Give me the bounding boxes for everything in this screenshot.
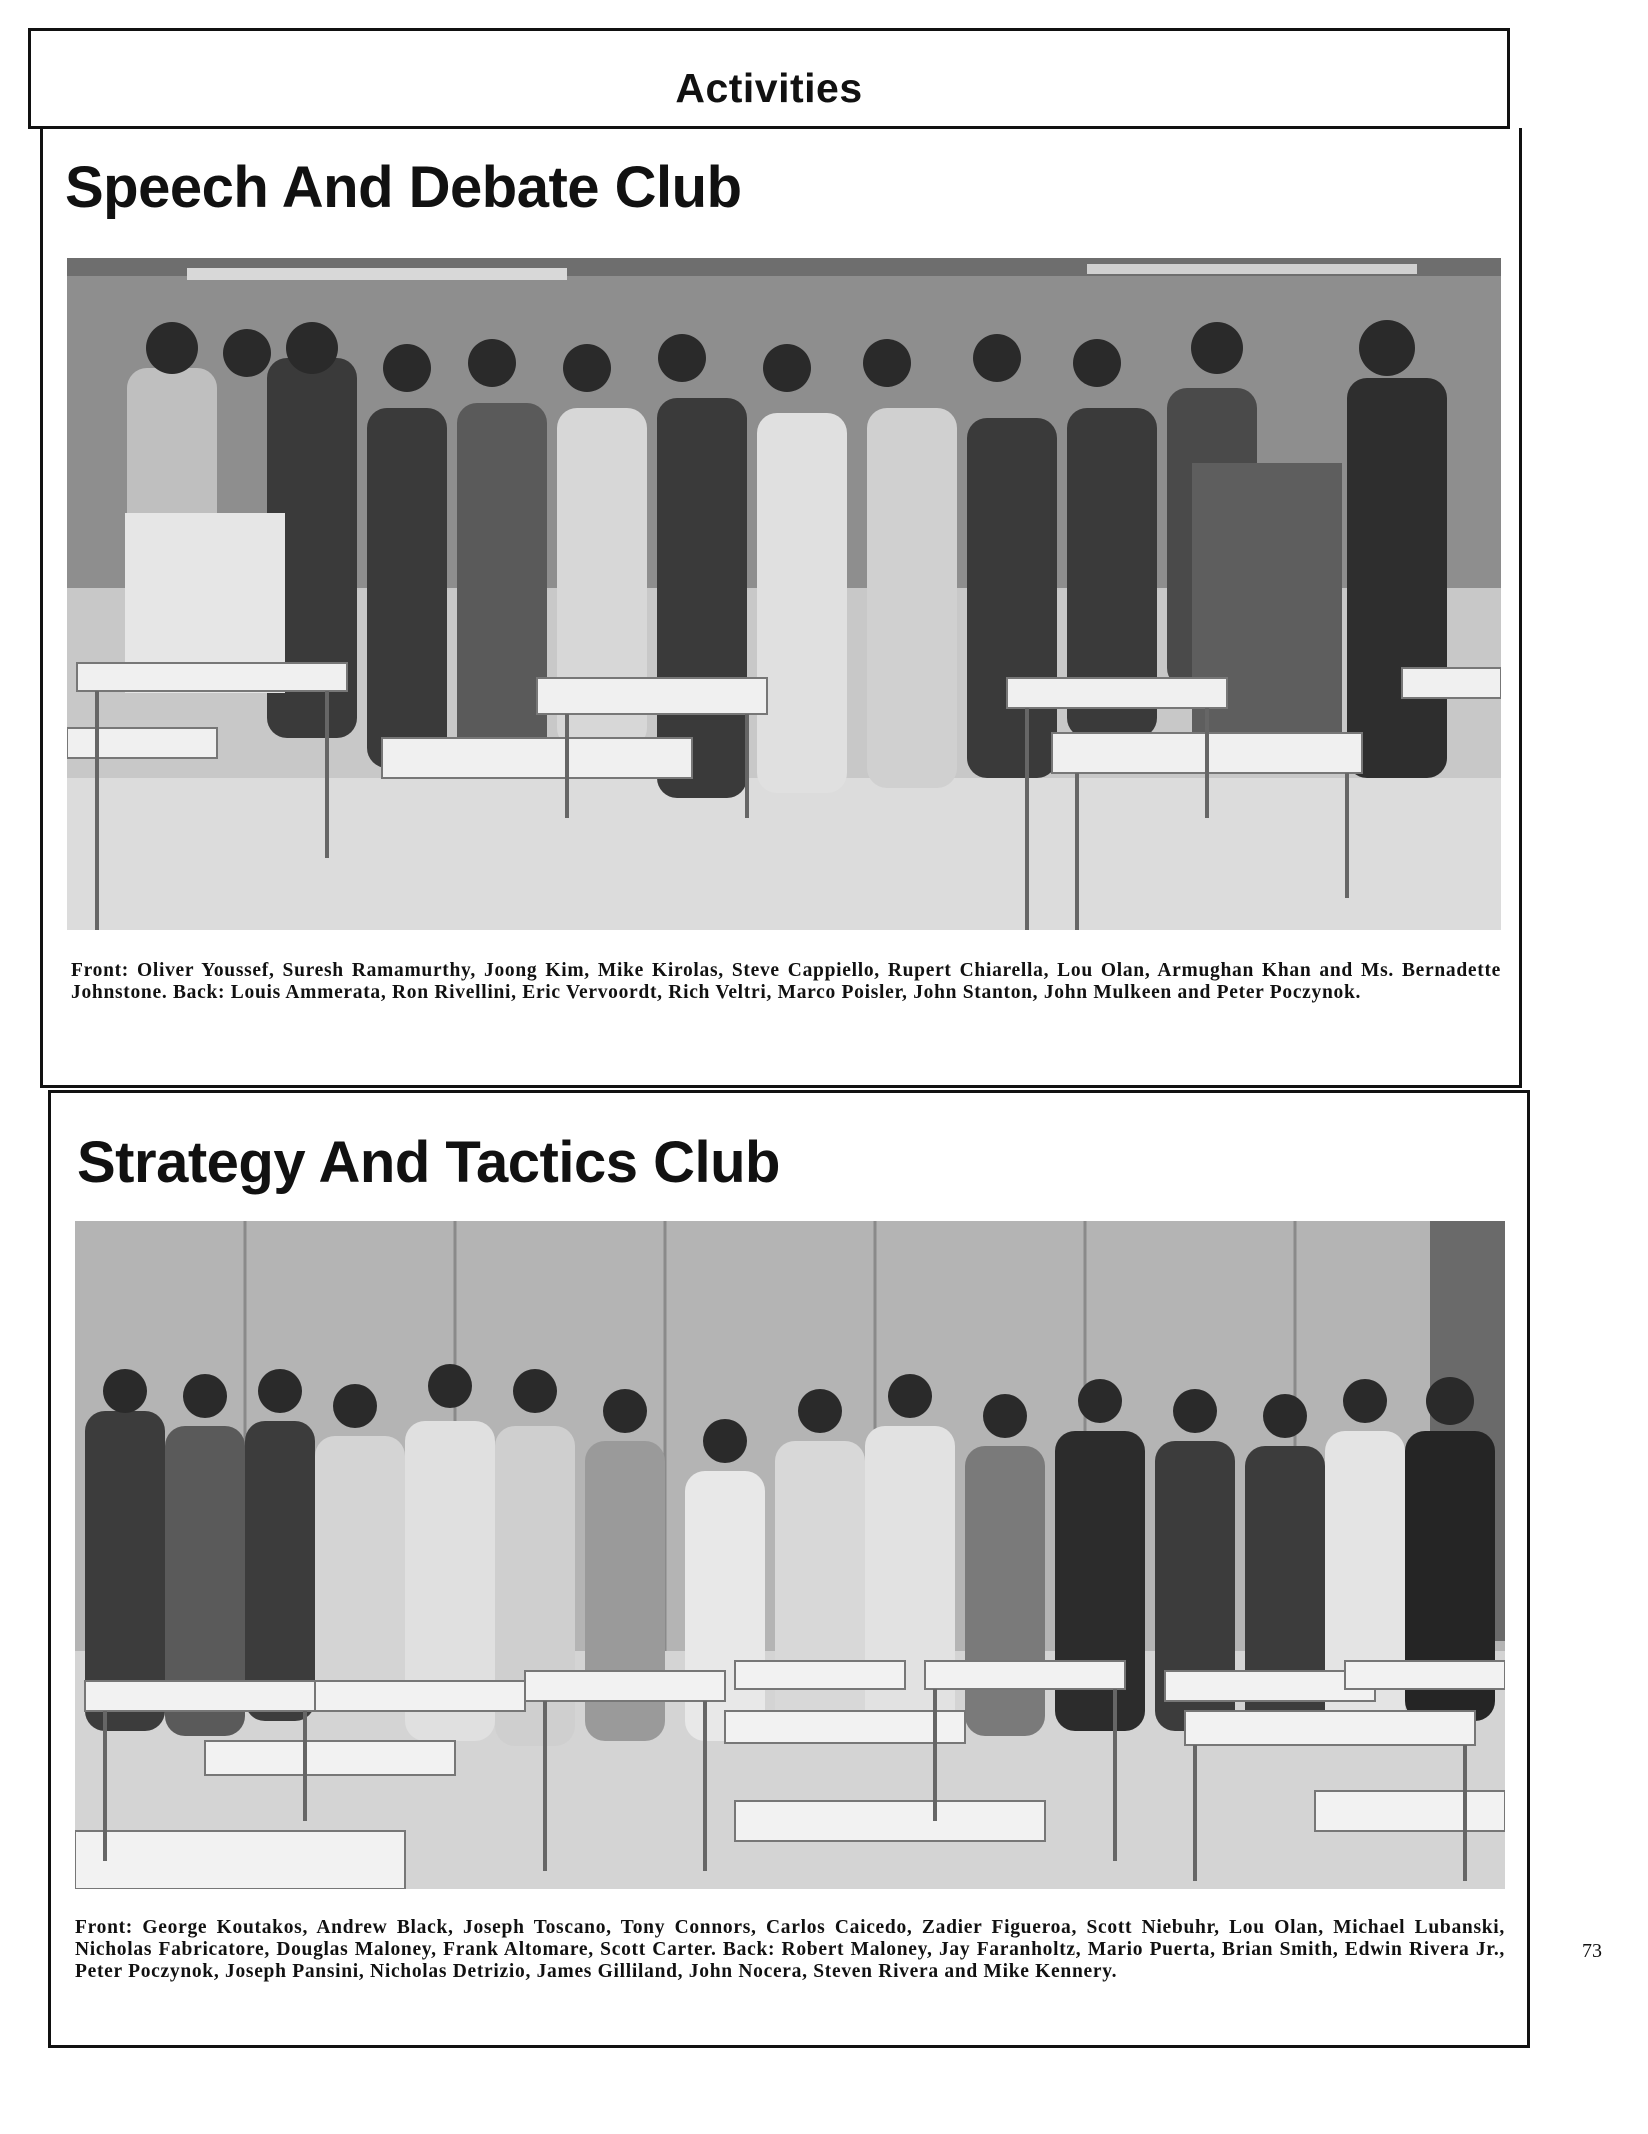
page-header-title: Activities (675, 65, 863, 111)
speech-debate-section (40, 128, 1522, 1088)
group-photo-illustration (75, 1221, 1505, 1889)
header-box (28, 28, 1510, 129)
strategy-tactics-group-photo (75, 1221, 1505, 1889)
speech-debate-caption: Front: Oliver Youssef, Suresh Ramamurthy, Joong Kim, Mike Kirolas, Steve Cappiello, Rupert Chiarella, Lou Olan, Armughan Khan and Ms. Bernadette Johnstone. Back: Louis Ammerata, Ron Rivellini, Eric Vervoordt, Rich Veltri, Marco Poisler, John Stanton, John Mulkeen and Peter Poczynok. (71, 960, 1501, 1003)
strategy-tactics-section (48, 1090, 1530, 2048)
speech-debate-group-photo (67, 258, 1501, 930)
group-photo-illustration (67, 258, 1501, 930)
section-title-speech-debate: Speech And Debate Club (65, 155, 742, 220)
page-number: 73 (1582, 1940, 1602, 1962)
strategy-tactics-caption: Front: George Koutakos, Andrew Black, Joseph Toscano, Tony Connors, Carlos Caicedo, Zadier Figueroa, Scott Niebuhr, Lou Olan, Michael Lubanski, Nicholas Fabricatore, Douglas Maloney, Frank Altomare, Scott Carter. Back: Robert Maloney, Jay Faranholtz, Mario Puerta, Brian Smith, Edwin Rivera Jr., Peter Poczynok, Joseph Pansini, Nicholas Detrizio, James Gilliland, John Nocera, Steven Rivera and Mike Kennery. (75, 1917, 1505, 1982)
section-title-strategy-tactics: Strategy And Tactics Club (77, 1130, 780, 1195)
